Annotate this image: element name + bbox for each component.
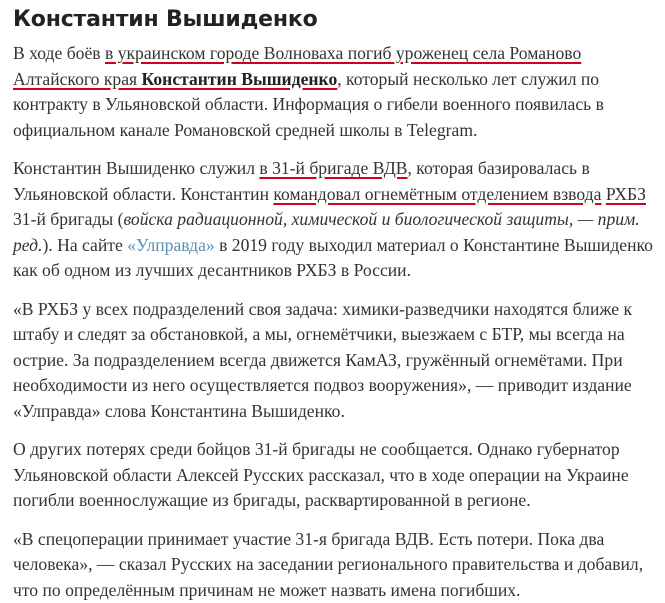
text: В ходе боёв — [13, 43, 105, 63]
highlight-underline: командовал огнемётным отделением взвода — [273, 184, 601, 204]
text: , который несколько лет служил по контракту в Ульяновской области. Информация о гибели военного появилась в официальном канале Романовской средней школы в Telegram. — [13, 69, 604, 140]
text: Константин Вышиденко служил — [13, 158, 259, 178]
paragraph-3-quote: «В РХБЗ у всех подразделений своя задача: химики-разведчики находятся ближе к штабу и следят за обстановкой, а мы, огнемётчики, выезжаем с БТР, мы всегда на острие. За подразделением всегда движется КамАЗ, гружённый огнемётами. При необходимости из него осуществляется подвоз вооружения», — приводит издание «Улправда» слова Константина Вышиденко. — [13, 297, 661, 425]
article-heading: Константин Вышиденко — [13, 6, 661, 34]
highlight-underline: в украинском городе Волноваха погиб уроженец села Романово — [105, 43, 581, 63]
text: , которая базировалась в Ульяновской области. Константин — [13, 158, 590, 204]
editor-note: войска радиационной, химической и биологической защиты, — прим. ред. — [13, 209, 640, 255]
text: Алтайского края — [13, 69, 142, 89]
text: 31-й бригады ( — [13, 209, 124, 229]
highlight-underline: РХБЗ — [606, 184, 646, 204]
ulpravda-link[interactable]: «Улправда» — [127, 235, 215, 255]
paragraph-4: О других потерях среди бойцов 31-й бригады не сообщается. Однако губернатор Ульяновской области Алексей Русских рассказал, что в ходе операции на Украине погибли военнослужащие из бригады, расквартированной в регионе. — [13, 437, 661, 514]
text: ). На сайте — [42, 235, 127, 255]
person-name: Константин Вышиденко — [142, 69, 338, 89]
text: в 2019 году выходил материал о Константине Вышиденко как об одном из лучших десантников РХБЗ в России. — [13, 235, 653, 281]
highlight-underline: в 31-й бригаде ВДВ — [259, 158, 407, 178]
article — [13, 0, 661, 603]
paragraph-5-quote: «В спецоперации принимает участие 31-я бригада ВДВ. Есть потери. Пока два человека», — сказал Русских на заседании регионального правительства и добавил, что по определённым причинам не может назвать имена погибших. — [13, 527, 661, 603]
paragraph-1 — [13, 41, 661, 143]
paragraph-2 — [13, 156, 661, 284]
highlight-underline — [13, 69, 337, 89]
